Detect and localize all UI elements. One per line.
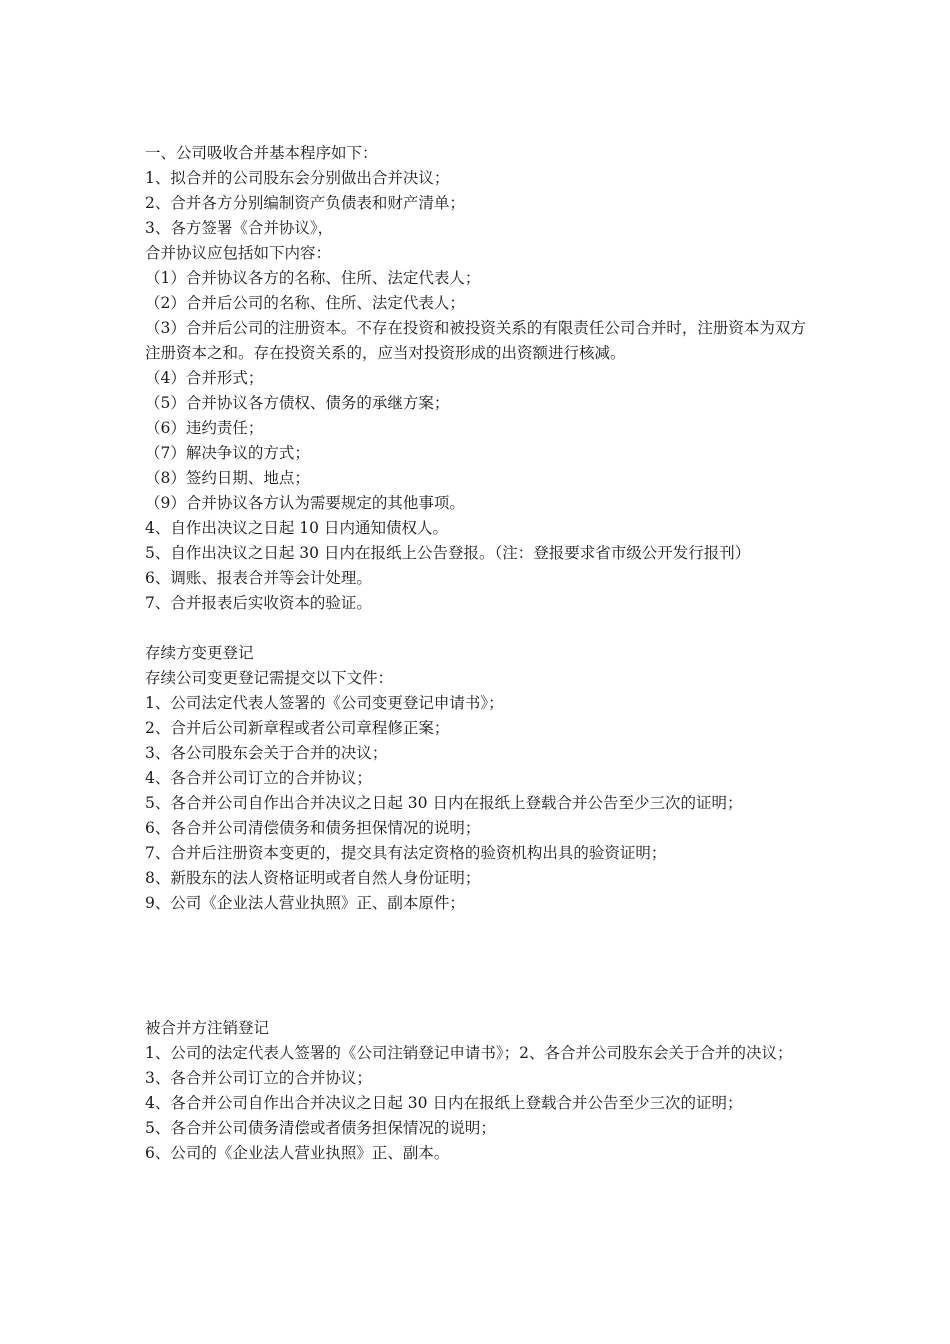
agreement-item: （8）签约日期、地点；	[145, 469, 310, 487]
list-item: 3、各公司股东会关于合并的决议；	[145, 744, 388, 762]
agreement-item: （5）合并协议各方债权、债务的承继方案；	[145, 394, 450, 412]
list-item: 2、合并后公司新章程或者公司章程修正案；	[145, 719, 450, 737]
agreement-item: （1）合并协议各方的名称、住所、法定代表人；	[145, 269, 481, 287]
list-item: 6、公司的《企业法人营业执照》正、副本。	[145, 1144, 450, 1162]
agreement-item: （3）合并后公司的注册资本。不存在投资和被投资关系的有限责任公司合并时，注册资本为双方注册资本之和。存在投资关系的，应当对投资形成的出资额进行核减。	[145, 319, 806, 362]
list-item: 5、自作出决议之日起 30 日内在报纸上公告登报。（注：登报要求省市级公开发行报刊）	[145, 544, 751, 562]
list-item: 4、自作出决议之日起 10 日内通知债权人。	[145, 519, 448, 537]
list-item: 2、合并各方分别编制资产负债表和财产清单；	[145, 194, 465, 212]
list-item: 4、各合并公司自作出合并决议之日起 30 日内在报纸上登载合并公告至少三次的证明；	[145, 1094, 743, 1112]
list-item: 1、公司的法定代表人签署的《公司注销登记申请书》；2、各合并公司股东会关于合并的决议；	[145, 1044, 793, 1062]
list-item: 3、各合并公司订立的合并协议；	[145, 1069, 372, 1087]
agreement-intro: 合并协议应包括如下内容：	[145, 244, 332, 262]
agreement-item: （4）合并形式；	[145, 369, 264, 387]
section3-heading: 被合并方注销登记	[145, 1019, 270, 1037]
section1-heading: 一、公司吸收合并基本程序如下：	[145, 144, 378, 162]
section2-heading: 存续方变更登记	[145, 644, 254, 662]
spacer	[145, 916, 815, 1016]
list-item: 5、各合并公司自作出合并决议之日起 30 日内在报纸上登载合并公告至少三次的证明；	[145, 794, 743, 812]
list-item: 5、各合并公司债务清偿或者债务担保情况的说明；	[145, 1119, 496, 1137]
spacer	[145, 616, 815, 641]
list-item: 7、合并报表后实收资本的验证。	[145, 594, 372, 612]
list-item: 3、各方签署《合并协议》，	[145, 219, 334, 237]
list-item: 6、调账、报表合并等会计处理。	[145, 569, 372, 587]
agreement-item: （6）违约责任；	[145, 419, 264, 437]
agreement-item: （7）解决争议的方式；	[145, 444, 310, 462]
list-item: 9、公司《企业法人营业执照》正、副本原件；	[145, 894, 465, 912]
list-item: 4、各合并公司订立的合并协议；	[145, 769, 372, 787]
list-item: 8、新股东的法人资格证明或者自然人身份证明；	[145, 869, 481, 887]
list-item: 6、各合并公司清偿债务和债务担保情况的说明；	[145, 819, 481, 837]
agreement-item: （9）合并协议各方认为需要规定的其他事项。	[145, 494, 465, 512]
list-item: 1、拟合并的公司股东会分别做出合并决议；	[145, 169, 450, 187]
list-item: 7、合并后注册资本变更的，提交具有法定资格的验资机构出具的验资证明；	[145, 844, 667, 862]
list-item: 1、公司法定代表人签署的《公司变更登记申请书》；	[145, 694, 504, 712]
section2-intro: 存续公司变更登记需提交以下文件：	[145, 669, 394, 687]
document-body	[145, 141, 815, 1166]
agreement-item: （2）合并后公司的名称、住所、法定代表人；	[145, 294, 465, 312]
